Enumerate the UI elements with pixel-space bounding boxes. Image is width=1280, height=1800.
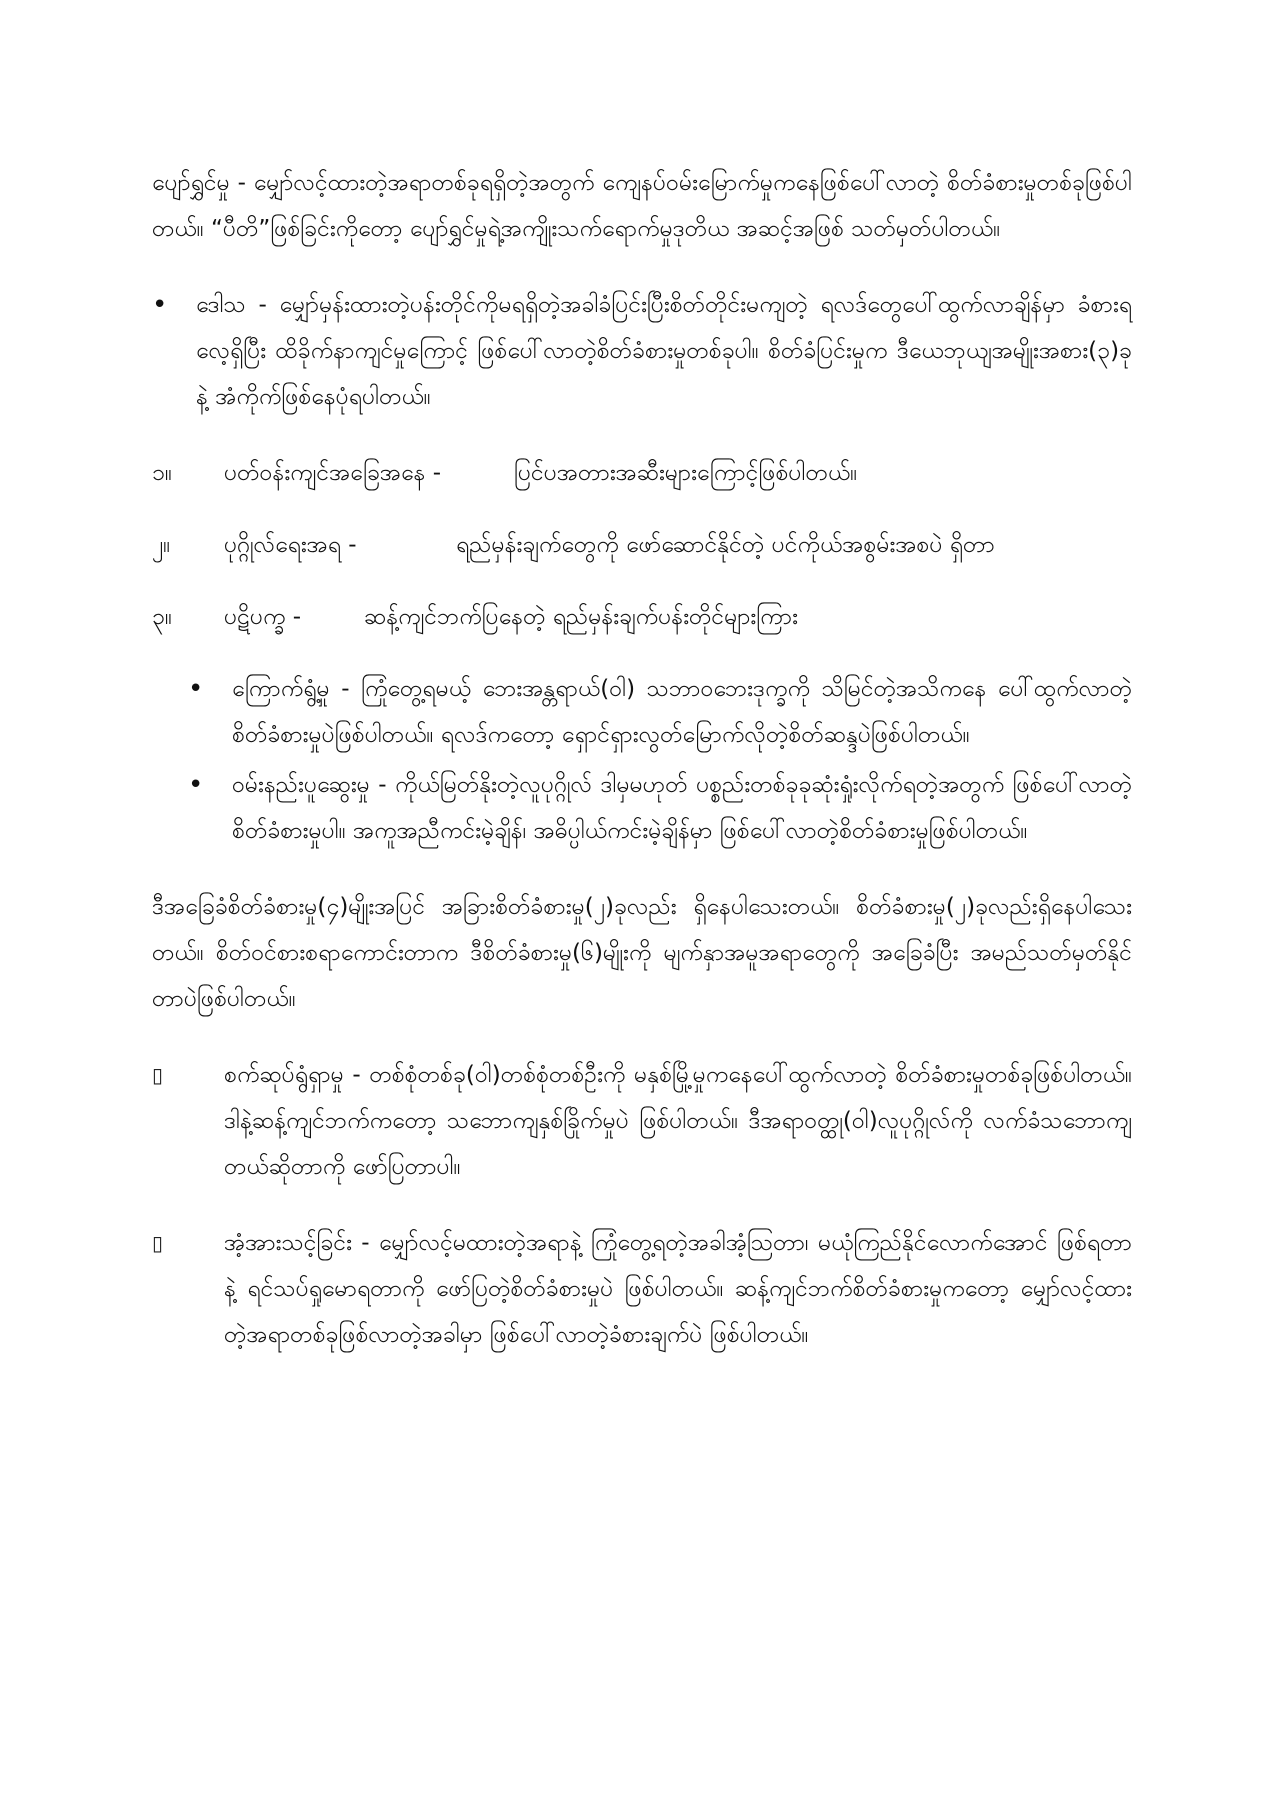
item-term: ပုဂ္ဂိုလ်ရေးအရ - bbox=[224, 532, 357, 558]
missing-glyph-icon: ▯ bbox=[152, 1063, 164, 1087]
sub-bullet-sadness-text: ဝမ်းနည်းပူဆွေးမှု - ကိုယ်မြတ်နိုးတဲ့လူပုဂ္ဂိုလ် ဒါမှမဟုတ် ပစ္စည်းတစ်ခုခုဆုံးရှုံးလိုက်ရတဲ့အတွက် ဖြစ်ပေါ်လာတဲ့စိတ်ခံစားမှုပါ။ အကူအညီကင်းမဲ့ချိန်၊ အဓိပ္ပါယ်ကင်းမဲ့ချိန်မှာ ဖြစ်ပေါ်လာတဲ့စိတ်ခံစားမှုဖြစ်ပါတယ်။ bbox=[232, 772, 1132, 844]
numbered-item-2 bbox=[152, 522, 1132, 568]
item-description: ပြင်ပအတားအဆီးများကြောင့်ဖြစ်ပါတယ်။ bbox=[514, 460, 858, 486]
numbered-item-3 bbox=[152, 594, 1132, 640]
item-description: ဆန့်ကျင်ဘက်ပြနေတဲ့ ရည်မှန်းချက်ပန်းတိုင်များကြား bbox=[364, 604, 798, 630]
summary-paragraph: ဒီအခြေခံစိတ်ခံစားမှု(၄)မျိုးအပြင် အခြားစိတ်ခံစားမှု(၂)ခုလည်း ရှိနေပါသေးတယ်။ စိတ်ခံစားမှု(၂)ခုလည်းရှိနေပါသေးတယ်။ စိတ်ဝင်စားစရာကောင်းတာက ဒီစိတ်ခံစားမှု(၆)မျိုးကို မျက်နှာအမူအရာတွေကို အခြေခံပြီး အမည်သတ်မှတ်နိုင်တာပဲဖြစ်ပါတယ်။ bbox=[152, 894, 1132, 1012]
item-term: ပဋိပက္ခ - bbox=[224, 604, 302, 630]
bullet-icon: • bbox=[152, 290, 168, 320]
symbol-item-surprise bbox=[152, 1220, 1132, 1358]
symbol-item-surprise-text: အံ့အားသင့်ခြင်း - မျှော်လင့်မထားတဲ့အရာနဲ့ ကြုံတွေ့ရတဲ့အခါအံ့သြတာ၊ မယုံကြည်နိုင်လောက်အောင် ဖြစ်ရတာနဲ့ ရင်သပ်ရှုမောရတာကို ဖော်ပြတဲ့စိတ်ခံစားမှုပဲ ဖြစ်ပါတယ်။ ဆန့်ကျင်ဘက်စိတ်ခံစားမှုကတော့ မျှော်လင့်ထားတဲ့အရာတစ်ခုဖြစ်လာတဲ့အခါမှာ ဖြစ်ပေါ်လာတဲ့ခံစားချက်ပဲ ဖြစ်ပါတယ်။ bbox=[224, 1230, 1132, 1348]
document-page bbox=[152, 160, 1132, 1388]
item-description: ရည်မှန်းချက်တွေကို ဖော်ဆောင်နိုင်တဲ့ ပင်ကိုယ်အစွမ်းအစပဲ ရှိတာ bbox=[456, 532, 995, 558]
numbered-item-1 bbox=[152, 450, 1132, 496]
item-number: ၃။ bbox=[152, 604, 172, 630]
bullet-anger bbox=[152, 282, 1132, 420]
sub-bullet-fear bbox=[188, 666, 1132, 758]
missing-glyph-icon: ▯ bbox=[152, 1231, 164, 1255]
sub-bullet-list bbox=[188, 666, 1132, 854]
item-number: ၂။ bbox=[152, 532, 171, 558]
intro-paragraph: ပျော်ရွှင်မှု - မျှော်လင့်ထားတဲ့အရာတစ်ခုရရှိတဲ့အတွက် ကျေနပ်ဝမ်းမြောက်မှုကနေဖြစ်ပေါ်လာတဲ့ စိတ်ခံစားမှုတစ်ခုဖြစ်ပါတယ်။ “ပီတိ”ဖြစ်ခြင်းကိုတော့ ပျော်ရွှင်မှုရဲ့အကျိုးသက်ရောက်မှုဒုတိယ အဆင့်အဖြစ် သတ်မှတ်ပါတယ်။ bbox=[152, 170, 1132, 242]
sub-bullet-fear-text: ကြောက်ရွံ့မှု - ကြုံတွေ့ရမယ့် ဘေးအန္တရာယ်(ဝါ) သဘာဝဘေးဒုက္ခကို သိမြင်တဲ့အသိကနေ ပေါ်ထွက်လာတဲ့စိတ်ခံစားမှုပဲဖြစ်ပါတယ်။ ရလဒ်ကတော့ ရှောင်ရှားလွတ်မြောက်လိုတဲ့စိတ်ဆန္ဒပဲဖြစ်ပါတယ်။ bbox=[232, 676, 1132, 748]
symbol-item-disgust bbox=[152, 1052, 1132, 1190]
bullet-icon: • bbox=[188, 770, 204, 800]
bullet-icon: • bbox=[188, 674, 204, 704]
sub-bullet-sadness bbox=[188, 762, 1132, 854]
item-number: ၁။ bbox=[152, 460, 172, 486]
bullet-anger-text: ဒေါသ - မျှော်မှန်းထားတဲ့ပန်းတိုင်ကိုမရရှိတဲ့အခါခံပြင်းပြီးစိတ်တိုင်းမကျတဲ့ ရလဒ်တွေပေါ်ထွက်လာချိန်မှာ ခံစားရလေ့ရှိပြီး ထိခိုက်နာကျင်မှုကြောင့် ဖြစ်ပေါ်လာတဲ့စိတ်ခံစားမှုတစ်ခုပါ။ စိတ်ခံပြင်းမှုက ဒီယေဘုယျအမျိုးအစား(၃)ခုနဲ့ အံကိုက်ဖြစ်နေပုံရပါတယ်။ bbox=[196, 292, 1132, 410]
symbol-item-disgust-text: စက်ဆုပ်ရွံရှာမှု - တစ်စုံတစ်ခု(ဝါ)တစ်စုံတစ်ဦးကို မနှစ်မြို့မှုကနေပေါ်ထွက်လာတဲ့ စိတ်ခံစားမှုတစ်ခုဖြစ်ပါတယ်။ ဒါနဲ့ဆန့်ကျင်ဘက်ကတော့ သဘောကျနှစ်ခြိုက်မှုပဲ ဖြစ်ပါတယ်။ ဒီအရာဝတ္ထု(ဝါ)လူပုဂ္ဂိုလ်ကို လက်ခံသဘောကျတယ်ဆိုတာကို ဖော်ပြတာပါ။ bbox=[224, 1062, 1132, 1180]
item-term: ပတ်ဝန်းကျင်အခြေအနေ - bbox=[224, 460, 442, 486]
